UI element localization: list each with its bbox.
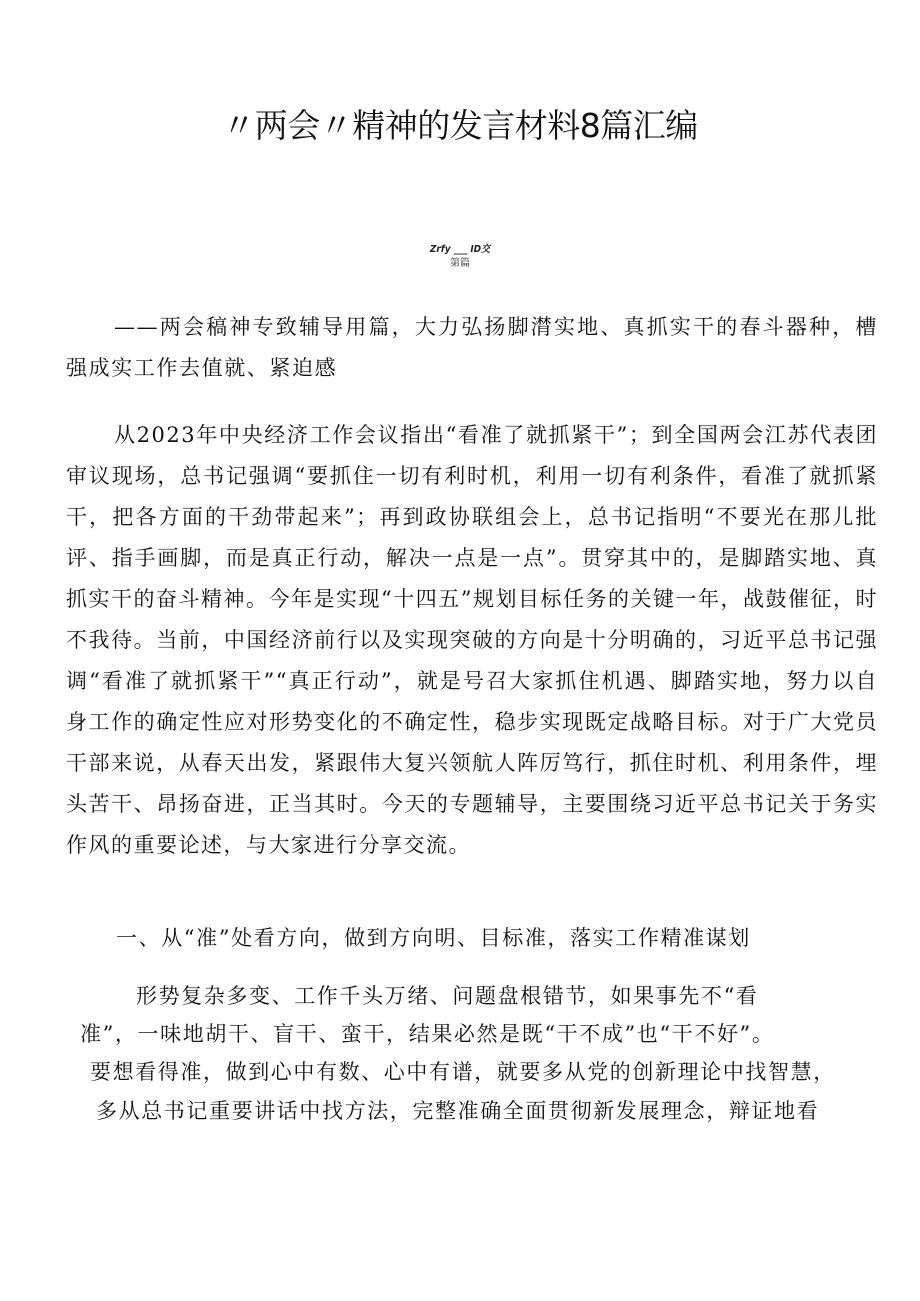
meta-line-1: Zrfy ___ ID交 — [429, 244, 491, 255]
section-1-line: 准”，一味地胡干、盲干、蛮干，结果必然是既“干不成”也“干不好”。 — [80, 1022, 775, 1046]
meta-line-2: 第篇 — [450, 258, 470, 269]
section-1-line: 要想看得准，做到心中有数、心中有谱，就要多从党的创新理论中找智慧， — [90, 1060, 836, 1084]
document-title: 〃两会〃精神的发言材料8篇汇编 — [222, 106, 698, 145]
section-1-line: 多从总书记重要讲话中找方法，完整准确全面贯彻新发展理念，辩证地看 — [96, 1099, 820, 1123]
section-1-heading: 一、从“准”处看方向，做到方向明、目标准，落实工作精准谋划 — [116, 926, 751, 950]
intro-paragraph: 从2023年中央经济工作会议指出“看准了就抓紧干”；到全国两会江苏代表团审议现场，总书记强调“要抓住一切有利时机，利用一切有利条件，看准了就抓紧干，把各方面的干劲带起来”；再到政协联组会上，总书记指明“不要光在那儿批评、指手画脚，而是真正行动，解决一点是一点”。贯穿其中的，是脚踏实地、真抓实干的奋斗精神。今年是实现“十四五”规划目标任务的关键一年，战鼓催征，时不我待。当前，中国经济前行以及实现突破的方向是十分明确的，习近平总书记强调“看准了就抓紧干”“真正行动”，就是号召大家抓住机遇、脚踏实地，努力以自身工作的确定性应对形势变化的不确定性，稳步实现既定战略目标。对于广大党员干部来说，从春天出发，紧跟伟大复兴领航人阵厉笃行，抓住时机、利用条件，埋头苦干、昂扬奋进，正当其时。今天的专题辅导，主要围绕习近平总书记关于务实作风的重要论述，与大家进行分享交流。 — [66, 423, 878, 857]
subtitle-paragraph: ——两会稿神专致辅导用篇，大力弘扬脚潸实地、真抓实干的春斗器种，槽强成实工作去值就、紧迫感 — [66, 315, 878, 380]
section-1-line: 形势复杂多变、工作千头万绪、问题盘根错节，如果事先不“看 — [136, 984, 759, 1008]
document-meta — [0, 243, 920, 271]
